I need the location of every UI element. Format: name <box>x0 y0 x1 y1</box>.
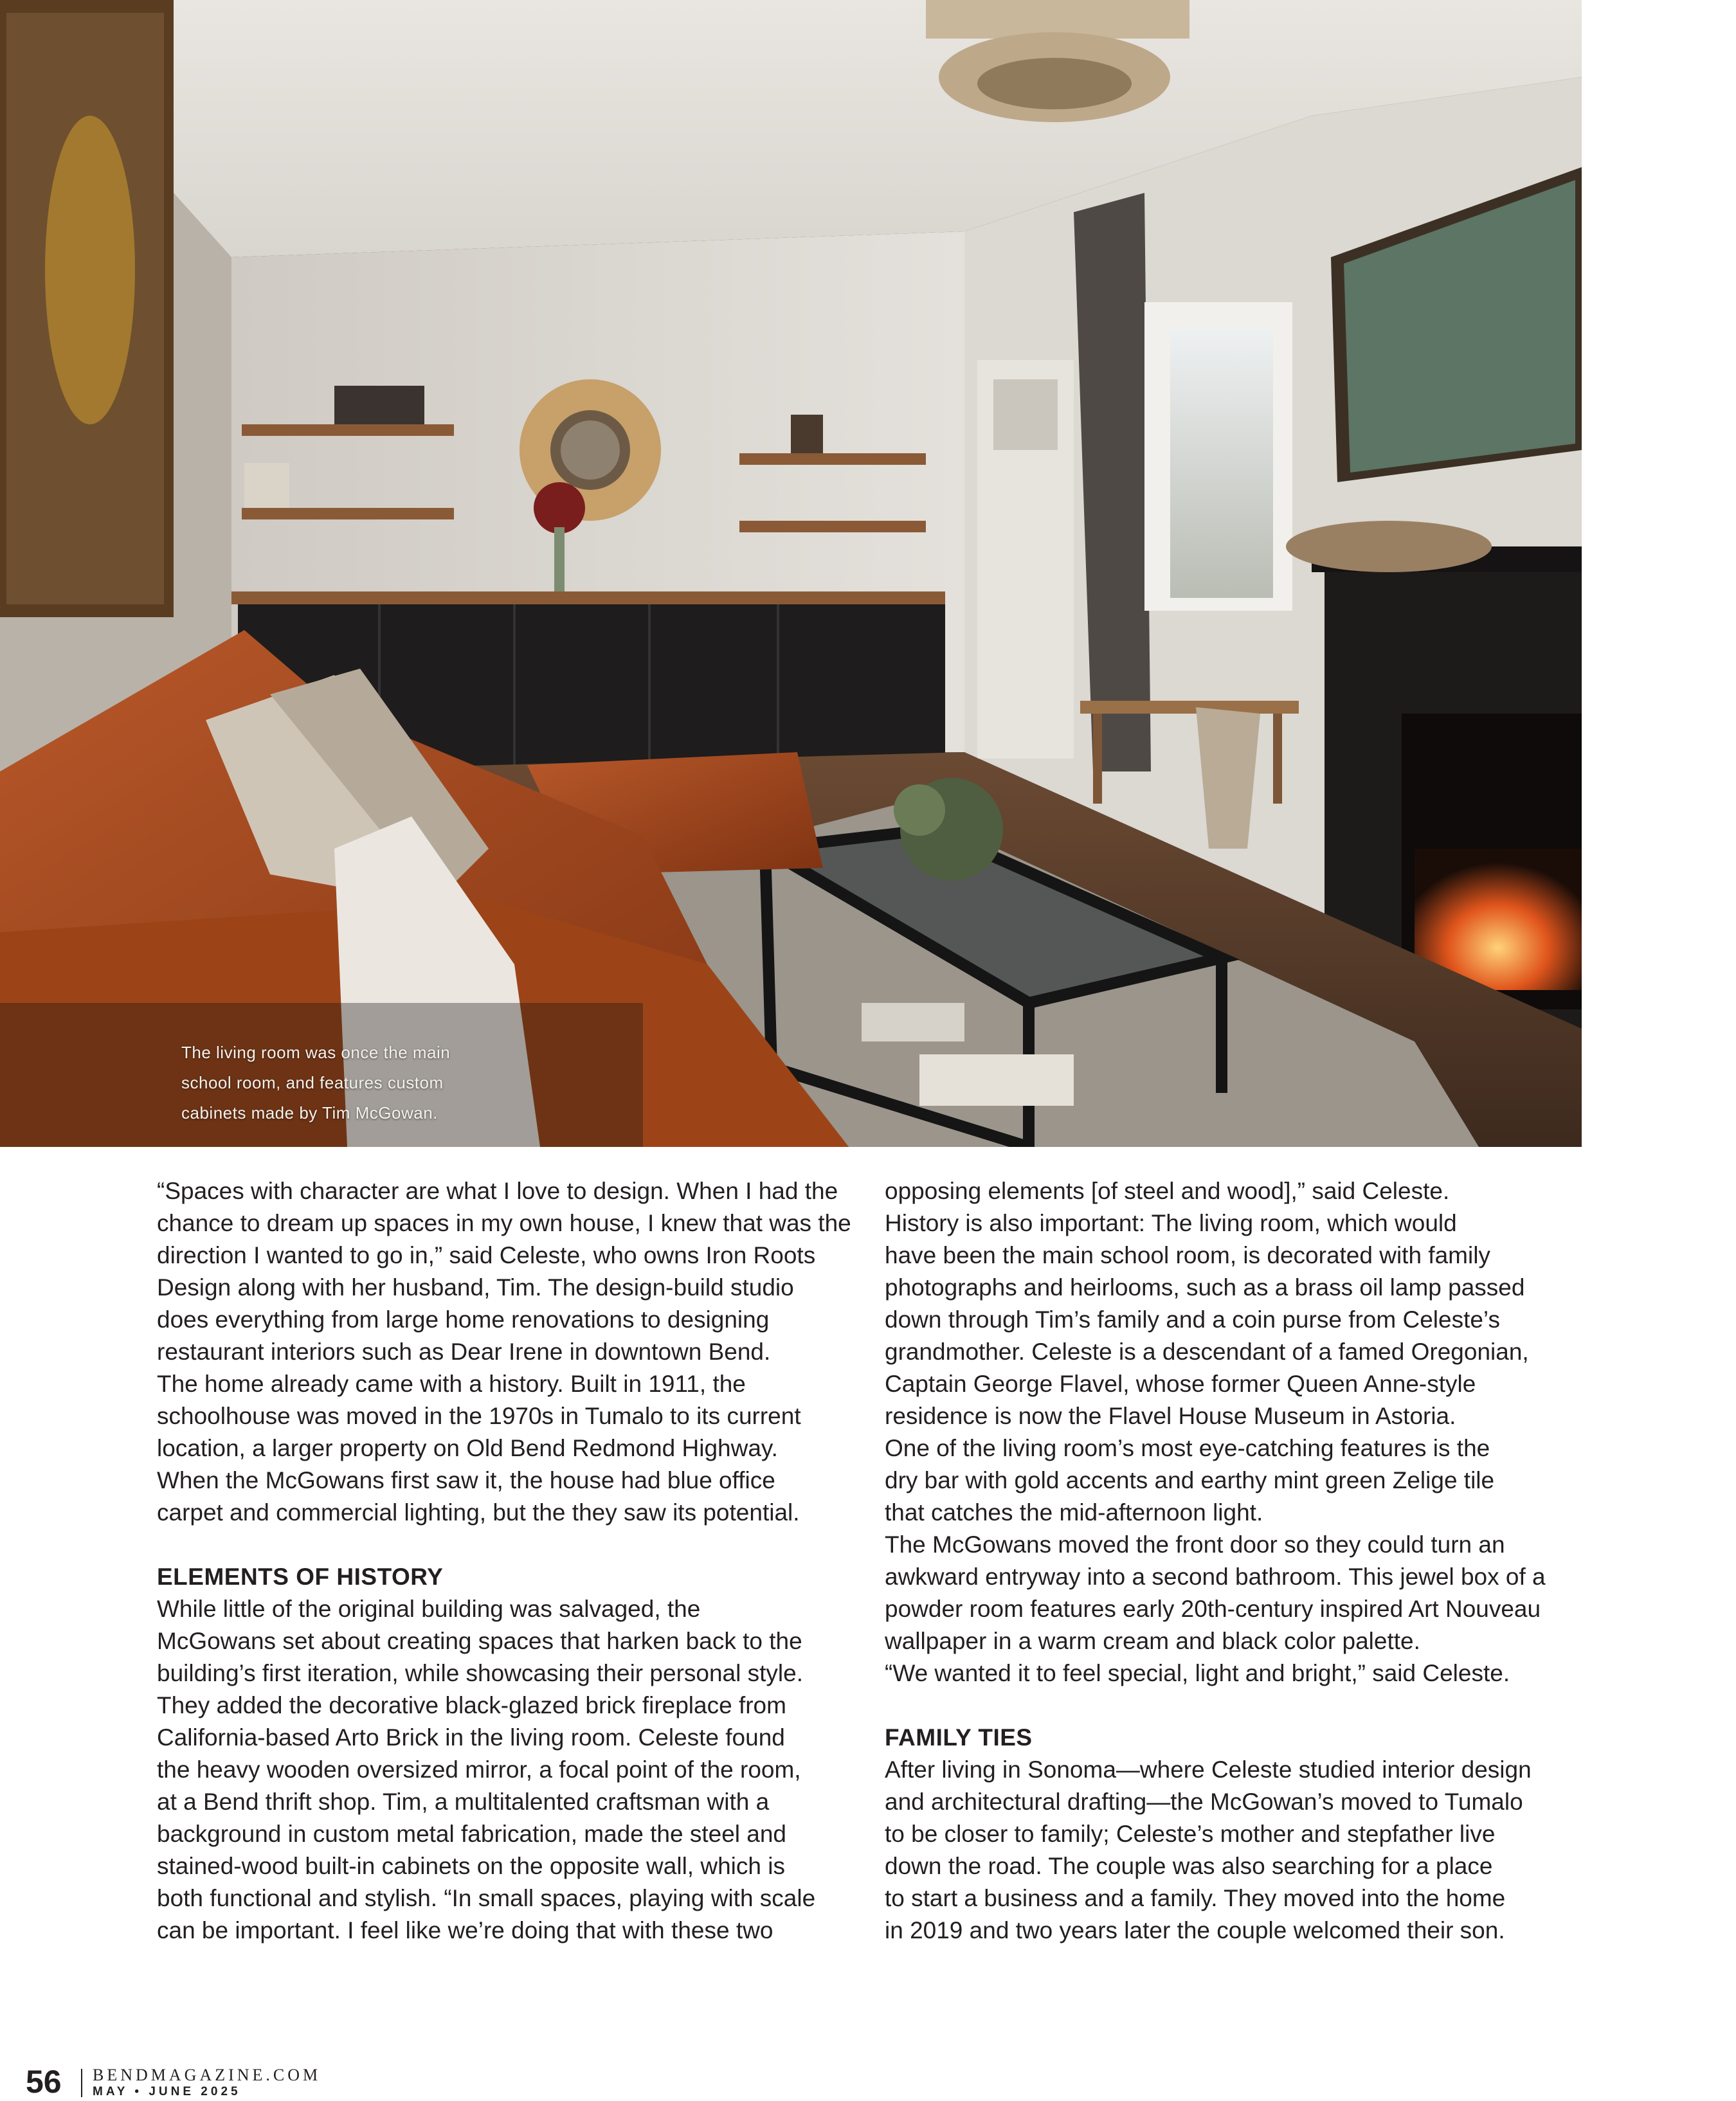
body-text-line: that catches the mid-afternoon light. <box>885 1499 1263 1526</box>
caption-line: cabinets made by Tim McGowan. <box>181 1103 438 1123</box>
body-text-line: California-based Arto Brick in the living room. Celeste found <box>157 1724 785 1751</box>
body-text-line: grandmother. Celeste is a descendant of a famed Oregonian, <box>885 1339 1529 1365</box>
body-text-line: to start a business and a family. They moved into the home <box>885 1885 1506 1911</box>
paragraph-gap <box>157 1529 864 1561</box>
body-text-line: in 2019 and two years later the couple welcomed their son. <box>885 1917 1505 1943</box>
section-heading: FAMILY TIES <box>885 1724 1033 1751</box>
body-text-line: have been the main school room, is decorated with family <box>885 1242 1490 1268</box>
folio-divider <box>81 2069 82 2097</box>
body-text-line: The McGowans moved the front door so they could turn an <box>885 1531 1505 1558</box>
body-text-line: can be important. I feel like we’re doing that with these two <box>157 1917 773 1943</box>
caption-line: The living room was once the main <box>181 1043 451 1062</box>
body-text-line: background in custom metal fabrication, made the steel and <box>157 1821 787 1847</box>
body-text-line: stained-wood built-in cabinets on the opposite wall, which is <box>157 1853 785 1879</box>
page-number: 56 <box>26 2064 62 2100</box>
body-text-line: to be closer to family; Celeste’s mother and stepfather live <box>885 1821 1496 1847</box>
body-text-line: They added the decorative black-glazed brick fireplace from <box>157 1692 786 1718</box>
paragraph-gap <box>885 1690 1592 1722</box>
folio-issue-date: MAY • JUNE 2025 <box>93 2085 241 2098</box>
photo-caption <box>181 1038 541 1128</box>
article-column-right <box>885 1175 1592 1947</box>
body-text-line: at a Bend thrift shop. Tim, a multitalented craftsman with a <box>157 1789 770 1815</box>
body-text-line: and architectural drafting—the McGowan’s moved to Tumalo <box>885 1789 1523 1815</box>
body-text-line: Captain George Flavel, whose former Queen Anne-style <box>885 1371 1476 1397</box>
body-text-line: both functional and stylish. “In small spaces, playing with scale <box>157 1885 816 1911</box>
body-text-line: down the road. The couple was also searching for a place <box>885 1853 1493 1879</box>
body-text-line: After living in Sonoma—where Celeste studied interior design <box>885 1756 1532 1783</box>
section-heading: ELEMENTS OF HISTORY <box>157 1564 444 1590</box>
living-room-illustration <box>0 0 1582 1147</box>
body-text-line: schoolhouse was moved in the 1970s in Tumalo to its current <box>157 1403 801 1429</box>
article-column-left <box>157 1175 864 1947</box>
living-room-photo <box>0 0 1582 1147</box>
body-text-line: While little of the original building was salvaged, the <box>157 1596 701 1622</box>
body-text-line: The home already came with a history. Built in 1911, the <box>157 1371 746 1397</box>
body-text-line: wallpaper in a warm cream and black color palette. <box>885 1628 1420 1654</box>
body-text-line: direction I wanted to go in,” said Celeste, who owns Iron Roots <box>157 1242 816 1268</box>
body-text-line: chance to dream up spaces in my own house, I knew that was the <box>157 1210 851 1236</box>
body-text-line: the heavy wooden oversized mirror, a focal point of the room, <box>157 1756 801 1783</box>
body-text-line: “Spaces with character are what I love to design. When I had the <box>157 1178 838 1204</box>
body-text-line: restaurant interiors such as Dear Irene in downtown Bend. <box>157 1339 771 1365</box>
body-text-line: History is also important: The living room, which would <box>885 1210 1457 1236</box>
caption-line: school room, and features custom <box>181 1073 444 1092</box>
body-text-line: McGowans set about creating spaces that harken back to the <box>157 1628 802 1654</box>
body-text-line: powder room features early 20th-century inspired Art Nouveau <box>885 1596 1541 1622</box>
body-text-line: When the McGowans first saw it, the house had blue office <box>157 1467 775 1493</box>
body-text-line: dry bar with gold accents and earthy mint green Zelige tile <box>885 1467 1495 1493</box>
body-text-line: photographs and heirlooms, such as a brass oil lamp passed <box>885 1274 1525 1301</box>
folio-website[interactable]: BENDMAGAZINE.COM <box>93 2066 321 2084</box>
body-text-line: opposing elements [of steel and wood],” said Celeste. <box>885 1178 1450 1204</box>
body-text-line: does everything from large home renovations to designing <box>157 1306 770 1333</box>
body-text-line: awkward entryway into a second bathroom. This jewel box of a <box>885 1564 1546 1590</box>
body-text-line: location, a larger property on Old Bend Redmond Highway. <box>157 1435 778 1461</box>
body-text-line: carpet and commercial lighting, but the they saw its potential. <box>157 1499 800 1526</box>
body-text-line: building’s first iteration, while showcasing their personal style. <box>157 1660 803 1686</box>
body-text-line: down through Tim’s family and a coin purse from Celeste’s <box>885 1306 1500 1333</box>
body-text-line: residence is now the Flavel House Museum in Astoria. <box>885 1403 1456 1429</box>
body-text-line: One of the living room’s most eye-catching features is the <box>885 1435 1490 1461</box>
body-text-line: Design along with her husband, Tim. The design-build studio <box>157 1274 794 1301</box>
body-text-line: “We wanted it to feel special, light and bright,” said Celeste. <box>885 1660 1510 1686</box>
